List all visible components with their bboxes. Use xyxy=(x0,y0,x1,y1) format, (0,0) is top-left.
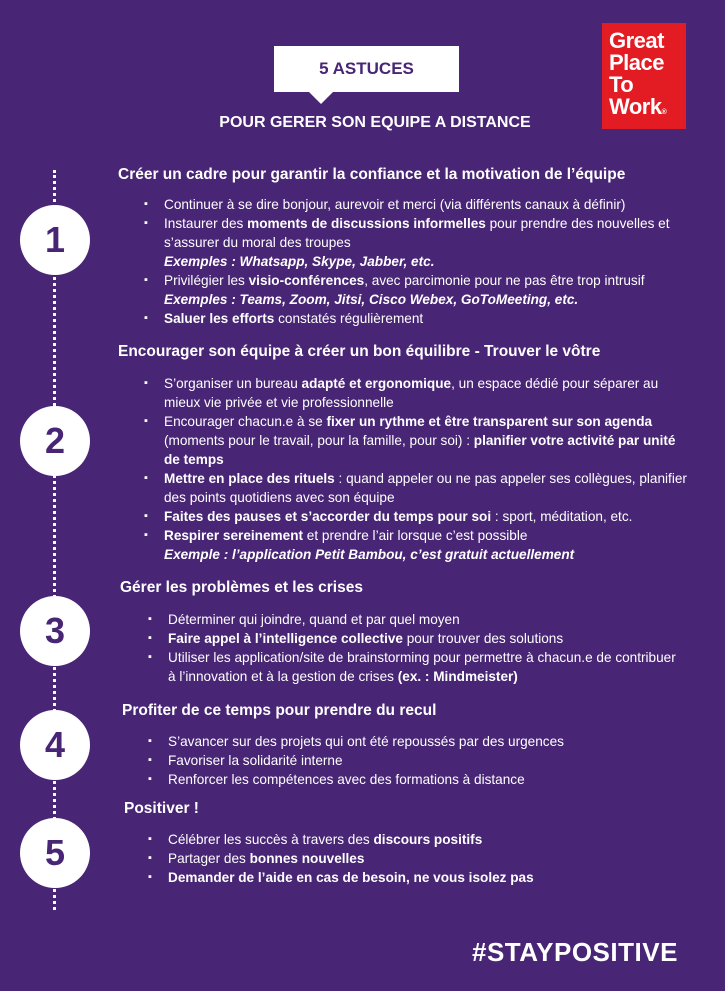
list-item xyxy=(142,469,687,507)
item-text: S’organiser un bureau xyxy=(164,376,302,391)
item-text: , avec parcimonie pour ne pas être trop intrusif xyxy=(364,273,645,288)
bold-text: Mettre en place des rituels xyxy=(164,471,335,486)
list-item xyxy=(142,271,687,309)
step-number-1: 1 xyxy=(20,205,90,275)
item-text: Déterminer qui joindre, quand et par quel moyen xyxy=(168,612,460,627)
section-list-1 xyxy=(142,195,687,328)
bold-text: (ex. : Mindmeister) xyxy=(397,669,518,684)
section-title-2: Encourager son équipe à créer un bon équilibre - Trouver le vôtre xyxy=(118,343,601,360)
item-text: (moments pour le travail, pour la famille, pour soi) : xyxy=(164,433,474,448)
item-text: Favoriser la solidarité interne xyxy=(168,753,343,768)
title-badge-text: 5 ASTUCES xyxy=(319,59,414,78)
step-number-3: 3 xyxy=(20,596,90,666)
section-list-5 xyxy=(146,830,686,887)
list-item xyxy=(146,629,686,648)
item-text: constatés régulièrement xyxy=(274,311,424,326)
section-list-4 xyxy=(146,732,686,789)
item-text: : sport, méditation, etc. xyxy=(491,509,633,524)
list-item xyxy=(142,374,687,412)
bold-text: Demander de l’aide en cas de besoin, ne vous isolez pas xyxy=(168,870,534,885)
item-text: et prendre l’air lorsque c’est possible xyxy=(303,528,528,543)
list-item xyxy=(146,849,686,868)
list-item xyxy=(146,868,686,887)
example-text: Exemples : Teams, Zoom, Jitsi, Cisco Webex, GoToMeeting, etc. xyxy=(164,292,579,307)
logo-line: Great xyxy=(609,28,664,53)
section-title-4: Profiter de ce temps pour prendre du recul xyxy=(122,702,437,719)
list-item xyxy=(142,195,687,214)
bold-text: Saluer les efforts xyxy=(164,311,275,326)
item-text: Partager des xyxy=(168,851,250,866)
section-list-2 xyxy=(142,374,687,564)
list-item xyxy=(146,830,686,849)
item-text: Privilégier les xyxy=(164,273,249,288)
list-item xyxy=(146,610,686,629)
title-badge xyxy=(274,46,459,92)
registered-mark: ® xyxy=(661,109,667,116)
item-text: Utiliser les application/site de brainstorming pour permettre à chacun.e de contribuer à l’innovation et à la gestion de crises xyxy=(168,650,676,684)
bold-text: Faire appel à l’intelligence collective xyxy=(168,631,403,646)
section-title-3: Gérer les problèmes et les crises xyxy=(120,579,363,596)
bold-text: fixer un rythme et être transparent sur son agenda xyxy=(326,414,653,429)
bold-text: Faites des pauses et s’accorder du temps pour soi xyxy=(164,509,492,524)
list-item xyxy=(146,770,686,789)
bold-text: bonnes nouvelles xyxy=(249,851,365,866)
item-text: , un espace dédié pour séparer au mieux vie privée et vie professionnelle xyxy=(164,376,659,410)
example-text: Exemple : l’application Petit Bambou, c’est gratuit actuellement xyxy=(164,547,575,562)
item-text: : quand appeler ou ne pas appeler ses collègues, planifier des points quotidiens avec son équipe xyxy=(164,471,687,505)
list-item xyxy=(142,526,687,564)
item-text: pour prendre des nouvelles et s’assurer du moral des troupes xyxy=(164,216,670,250)
step-number-4: 4 xyxy=(20,710,90,780)
list-item xyxy=(146,648,686,686)
bold-text: visio-conférences xyxy=(248,273,365,288)
list-item xyxy=(142,309,687,328)
item-text: Renforcer les compétences avec des formations à distance xyxy=(168,772,525,787)
title-badge-pointer xyxy=(308,91,334,104)
list-item xyxy=(142,412,687,469)
item-text: Instaurer des xyxy=(164,216,248,231)
bold-text: planifier votre activité par unité de temps xyxy=(164,433,676,467)
list-item xyxy=(142,214,687,271)
page-subtitle: POUR GERER SON EQUIPE A DISTANCE xyxy=(219,114,531,131)
dotted-timeline xyxy=(53,170,56,910)
list-item xyxy=(142,507,687,526)
bold-text: adapté et ergonomique xyxy=(301,376,452,391)
logo-line: Work® xyxy=(609,94,667,119)
bold-text: moments de discussions informelles xyxy=(247,216,486,231)
bold-text: Respirer sereinement xyxy=(164,528,304,543)
item-text: Célébrer les succès à travers des xyxy=(168,832,374,847)
logo-line: To xyxy=(609,72,634,97)
item-text: Encourager chacun.e à se xyxy=(164,414,327,429)
item-text: Continuer à se dire bonjour, aurevoir et merci (via différents canaux à définir) xyxy=(164,197,626,212)
item-text: pour trouver des solutions xyxy=(402,631,564,646)
item-text: S’avancer sur des projets qui ont été repoussés par des urgences xyxy=(168,734,564,749)
list-item xyxy=(146,732,686,751)
great-place-to-work-logo xyxy=(602,23,686,129)
logo-line: Place xyxy=(609,50,664,75)
step-number-2: 2 xyxy=(20,406,90,476)
section-list-3 xyxy=(146,610,686,686)
section-title-5: Positiver ! xyxy=(124,800,199,817)
list-item xyxy=(146,751,686,770)
hashtag-stay-positive: #STAYPOSITIVE xyxy=(472,937,678,967)
section-title-1: Créer un cadre pour garantir la confiance et la motivation de l’équipe xyxy=(118,166,626,183)
step-number-5: 5 xyxy=(20,818,90,888)
example-text: Exemples : Whatsapp, Skype, Jabber, etc. xyxy=(164,254,435,269)
bold-text: discours positifs xyxy=(373,832,483,847)
